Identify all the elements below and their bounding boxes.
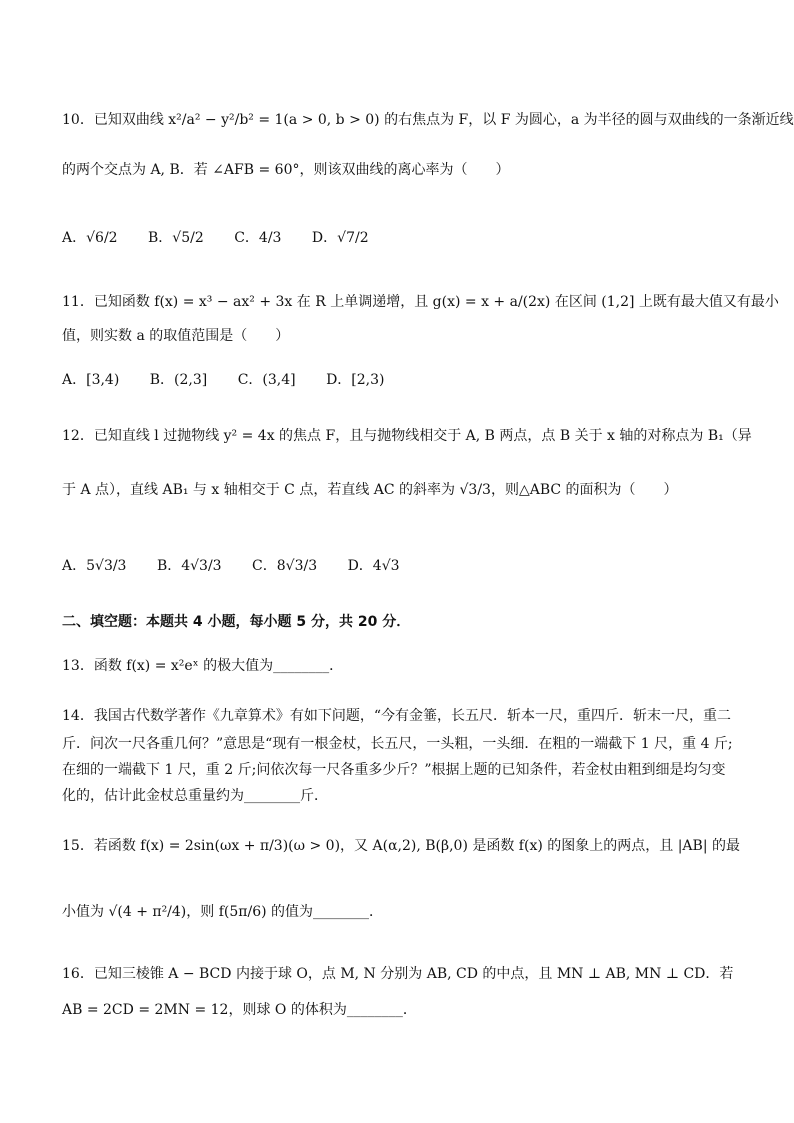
- q16-line1: 16．已知三棱锥 A − BCD 内接于球 O，点 M, N 分别为 AB, CD 的中点，且 MN ⊥ AB, MN ⊥ CD．若: [62, 966, 734, 982]
- q13-line1: 13．函数 f(x) = x²eˣ 的极大值为________．: [62, 658, 344, 674]
- q12-choice-b: B．4√3/3: [156, 558, 222, 574]
- q12-choice-c: C．8√3/3: [252, 558, 318, 574]
- q14-line1: 14．我国古代数学著作《九章算术》有如下问题，“今有金箠，长五尺．斩本一尺，重四斤．斩末一尺，重二: [62, 708, 731, 724]
- q15-line1: 15．若函数 f(x) = 2sin(ωx + π/3)(ω > 0)，又 A(α,2), B(β,0) 是函数 f(x) 的图象上的两点，且 |AB| 的最: [62, 838, 740, 854]
- q11-choice-d: D．[2,3): [326, 372, 385, 388]
- q12-line1: 12．已知直线 l 过抛物线 y² = 4x 的焦点 F，且与抛物线相交于 A, B 两点，点 B 关于 x 轴的对称点为 B₁（异: [62, 428, 752, 444]
- q11-choice-a: A．[3,4): [62, 372, 120, 388]
- q14-line3: 在细的一端截下 1 尺，重 2 斤;问依次每一尺各重多少斤？”根据上题的已知条件，若金杖由粗到细是均匀变: [62, 762, 726, 778]
- q11-choices: [62, 370, 410, 390]
- q14-line4: 化的，估计此金杖总重量约为________斤．: [62, 788, 328, 804]
- q11-choice-c: C．(3,4]: [237, 372, 296, 388]
- q10-line1: 10．已知双曲线 x²/a² − y²/b² = 1(a > 0, b > 0) 的右焦点为 F，以 F 为圆心，a 为半径的圆与双曲线的一条渐近线: [62, 112, 794, 128]
- q12-choices: [62, 556, 426, 576]
- q11-line1: 11．已知函数 f(x) = x³ − ax² + 3x 在 R 上单调递增，且 g(x) = x + a/(2x) 在区间 (1,2] 上既有最大值又有最小: [62, 294, 779, 310]
- q10-choice-d: D．√7/2: [311, 230, 369, 246]
- q12-choice-a: A．5√3/3: [62, 558, 127, 574]
- q14-line2: 斤．问次一尺各重几何？”意思是“现有一根金杖，长五尺，一头粗，一头细．在粗的一端截下 1 尺，重 4 斤;: [62, 736, 733, 752]
- q10-choice-b: B．√5/2: [148, 230, 204, 246]
- q10-line2: 的两个交点为 A, B．若 ∠AFB = 60°，则该双曲线的离心率为（ ）: [62, 162, 510, 178]
- q11-line2: 值，则实数 a 的取值范围是（ ）: [62, 328, 290, 344]
- q15-line2: 小值为 √(4 + π²/4)，则 f(5π/6) 的值为________．: [62, 904, 384, 920]
- q10-choice-a: A．√6/2: [62, 230, 118, 246]
- q12-choice-d: D．4√3: [347, 558, 400, 574]
- q10-choice-c: C．4/3: [234, 230, 282, 246]
- q16-line2: AB = 2CD = 2MN = 12，则球 O 的体积为________．: [62, 1002, 417, 1018]
- section-heading-fill-in: 二、填空题：本题共 4 小题，每小题 5 分，共 20 分．: [62, 614, 411, 630]
- q12-line2: 于 A 点），直线 AB₁ 与 x 轴相交于 C 点，若直线 AC 的斜率为 √3/3，则△ABC 的面积为（ ）: [62, 482, 678, 498]
- q10-choices: [62, 228, 395, 248]
- q11-choice-b: B．(2,3]: [149, 372, 208, 388]
